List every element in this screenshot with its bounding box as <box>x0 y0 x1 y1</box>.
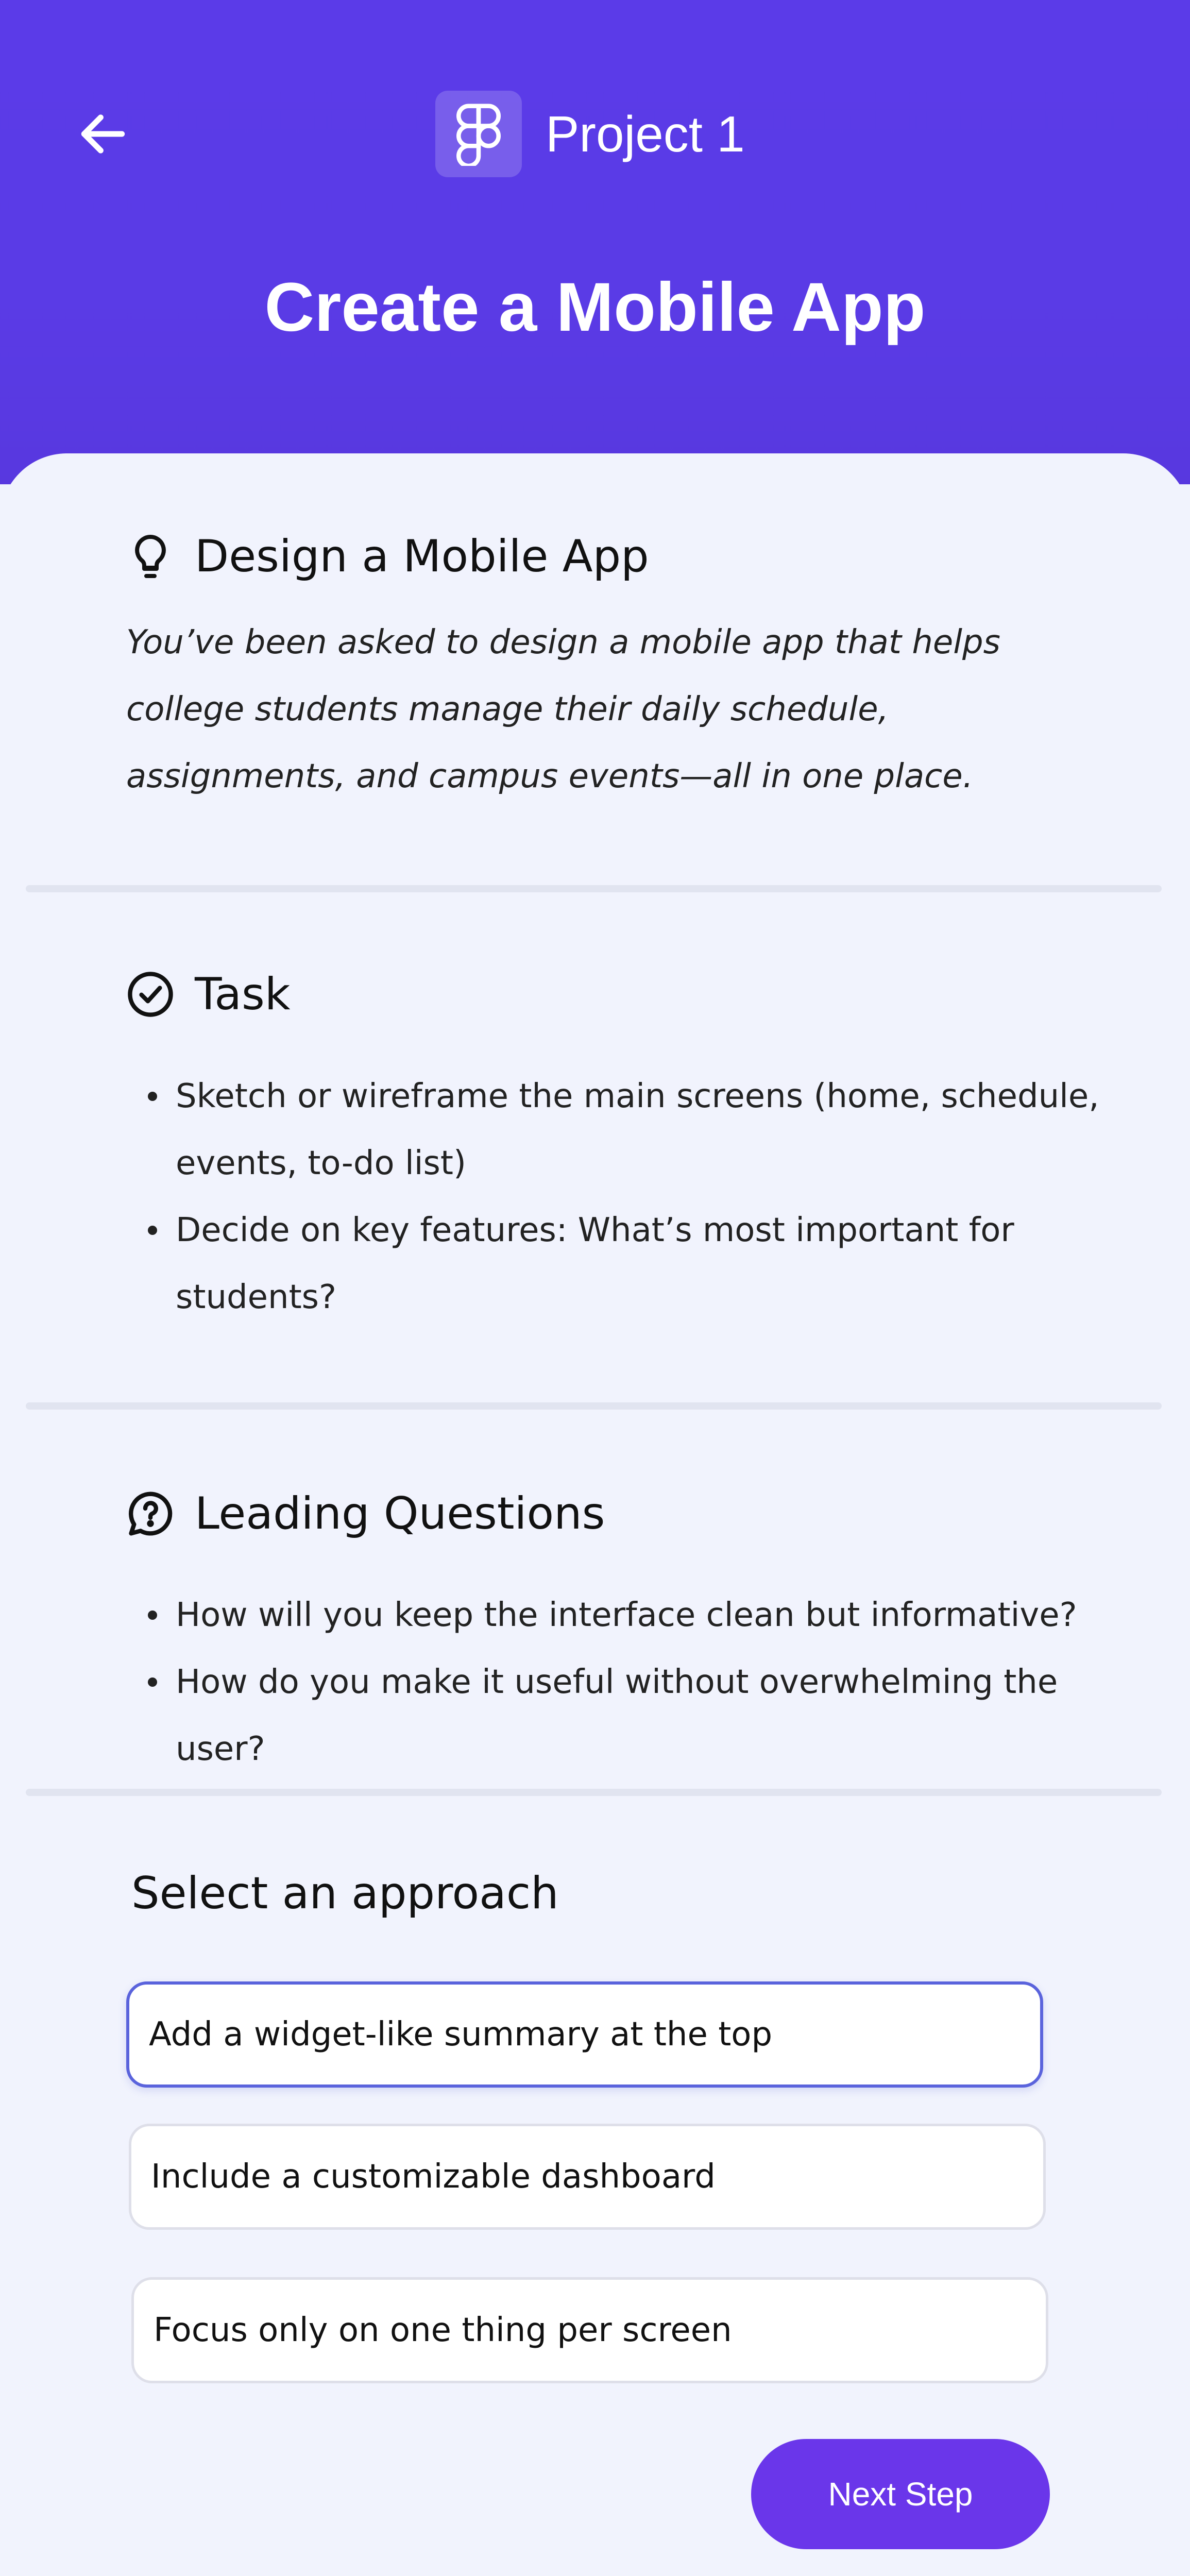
questions-title: Leading Questions <box>195 1488 605 1539</box>
divider <box>26 1402 1162 1410</box>
header <box>0 0 1190 484</box>
questions-heading <box>124 1487 605 1540</box>
brief-description: You’ve been asked to design a mobile app that helps college students manage their daily schedule, assignments, and campus events—all in one place. <box>126 623 1000 795</box>
brief-title: Design a Mobile App <box>195 531 649 582</box>
arrow-left-icon <box>75 106 131 162</box>
project-brand <box>435 90 745 178</box>
list-item: How will you keep the interface clean but informative? <box>126 1582 1115 1649</box>
list-item: How do you make it useful without overwhelming the user? <box>126 1649 1115 1783</box>
next-step-button[interactable]: Next Step <box>751 2439 1050 2549</box>
approach-option-one-thing-per-screen[interactable] <box>131 2277 1048 2383</box>
approach-option-customizable-dashboard[interactable] <box>129 2124 1046 2230</box>
check-circle-icon <box>124 968 177 1021</box>
list-item: Decide on key features: What’s most important for students? <box>126 1197 1115 1331</box>
task-heading <box>124 968 291 1021</box>
task-list <box>126 1063 1115 1331</box>
approach-option-widget-summary[interactable] <box>126 1981 1043 2088</box>
back-button[interactable] <box>72 103 134 165</box>
brief-heading <box>124 530 649 583</box>
option-label: Add a widget-like summary at the top <box>149 2015 773 2054</box>
divider <box>26 885 1162 892</box>
task-title: Task <box>195 969 291 1020</box>
option-label: Focus only on one thing per screen <box>154 2311 732 2349</box>
figma-logo-icon <box>435 91 522 177</box>
approach-title: Select an approach <box>131 1868 559 1919</box>
project-name: Project 1 <box>546 105 745 162</box>
divider <box>26 1789 1162 1796</box>
questions-list <box>126 1582 1115 1783</box>
option-label: Include a customizable dashboard <box>151 2158 716 2196</box>
page-title: Create a Mobile App <box>264 269 926 346</box>
question-bubble-icon <box>124 1487 177 1540</box>
list-item: Sketch or wireframe the main screens (home, schedule, events, to-do list) <box>126 1063 1115 1197</box>
lightbulb-icon <box>124 530 177 583</box>
